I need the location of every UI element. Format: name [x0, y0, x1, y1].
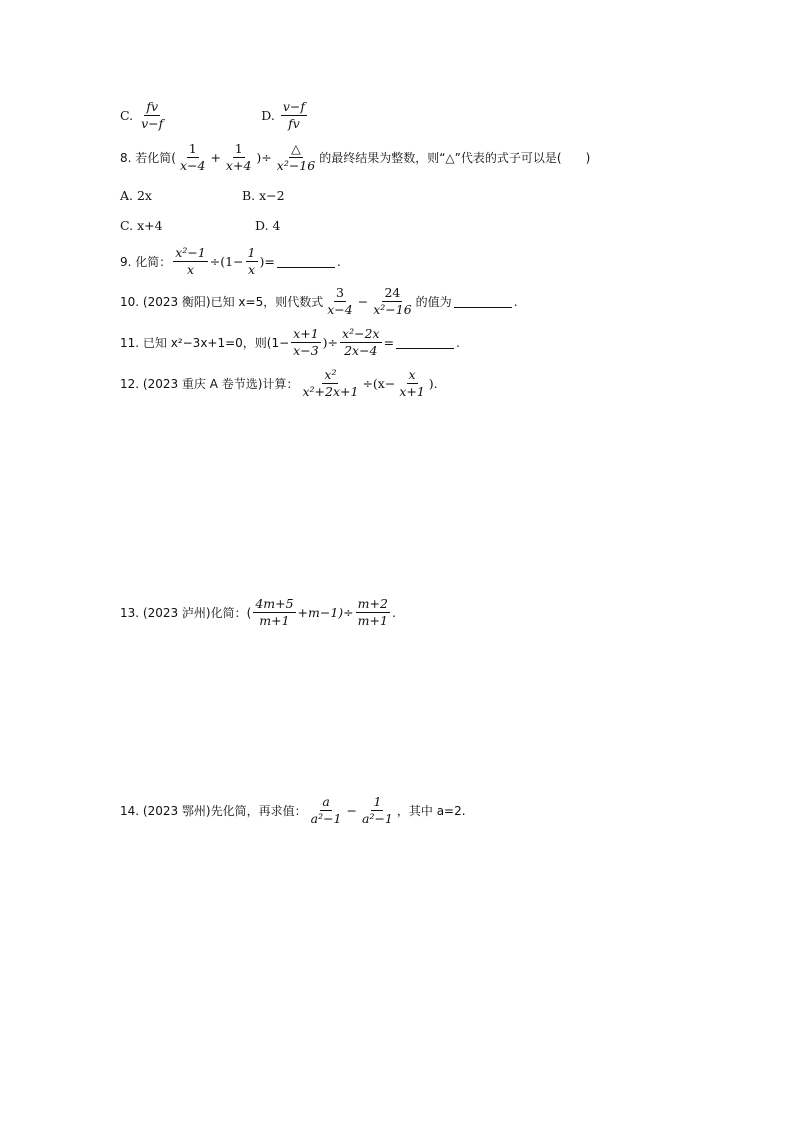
q9-fraction-1 [173, 246, 208, 278]
fraction-denominator: a²−1 [310, 811, 342, 827]
q13-fraction-1 [253, 597, 295, 629]
question-11 [120, 327, 460, 359]
q7-options-row [120, 100, 309, 132]
answer-blank[interactable] [277, 255, 335, 268]
q8-fraction-3 [275, 142, 317, 174]
fraction-denominator: m+1 [259, 613, 290, 629]
q8-fraction-1 [178, 142, 207, 174]
fraction-denominator: x−4 [327, 302, 353, 318]
fraction-denominator: x−3 [293, 343, 319, 359]
fraction-numerator: x² [322, 368, 338, 384]
fraction-denominator: x+4 [225, 158, 252, 174]
q8-close-divide: )÷ [256, 150, 272, 166]
q11-prefix: 11. 已知 x²−3x+1=0，则(1− [120, 336, 290, 351]
q9-prefix: 9. 化简： [120, 255, 172, 270]
q12-fraction-2 [397, 368, 426, 400]
q12-middle: ÷(x− [362, 376, 396, 392]
q8-options-row-1 [120, 188, 285, 203]
fraction-numerator: 4m+5 [253, 597, 295, 613]
q10-fraction-2 [371, 286, 413, 318]
fraction-numerator: 24 [382, 286, 402, 302]
fraction-denominator: v−f [141, 116, 164, 132]
q8-option-a: A. 2x [120, 188, 152, 203]
question-12 [120, 368, 438, 400]
q12-prefix: 12. (2023 重庆 A 卷节选)计算： [120, 377, 299, 392]
q9-suffix: )= [259, 254, 275, 270]
q8-option-c: C. x+4 [120, 218, 163, 233]
q14-prefix: 14. (2023 鄂州)先化简，再求值： [120, 804, 307, 819]
q8-options-row-2 [120, 218, 280, 233]
q7-option-d-label: D. [261, 108, 275, 124]
q11-fraction-1 [291, 327, 320, 359]
q7-option-c-fraction [139, 100, 165, 132]
fraction-denominator: a²−1 [362, 811, 393, 827]
answer-blank[interactable] [454, 295, 512, 308]
q8-option-d: D. 4 [255, 218, 281, 233]
answer-blank[interactable] [396, 336, 454, 349]
q13-suffix: . [391, 605, 396, 621]
q11-end: . [456, 335, 461, 351]
q7-option-d-fraction [281, 100, 307, 132]
question-13 [120, 597, 396, 629]
q9-middle: ÷(1− [209, 254, 244, 270]
fraction-denominator: x [186, 262, 195, 278]
triangle-placeholder: △ [289, 142, 303, 158]
fraction-denominator: x²−16 [276, 158, 316, 174]
fraction-numerator: x²−1 [173, 246, 208, 262]
question-9 [120, 246, 341, 278]
q14-fraction-2 [360, 795, 395, 827]
fraction-denominator: x²+2x+1 [302, 384, 359, 400]
fraction-numerator: x+1 [291, 327, 320, 343]
fraction-numerator: fv [144, 100, 160, 116]
q13-fraction-2 [356, 597, 390, 629]
q13-middle: +m−1)÷ [297, 605, 354, 621]
q14-fraction-1 [309, 795, 344, 827]
question-8 [120, 142, 590, 174]
fraction-denominator: m+1 [357, 613, 388, 629]
q10-fraction-1 [325, 286, 354, 318]
fraction-numerator: 1 [246, 246, 258, 262]
fraction-numerator: 1 [187, 142, 199, 158]
q11-fraction-2 [340, 327, 382, 359]
q7-option-c-label: C. [120, 108, 134, 124]
fraction-numerator: m+2 [356, 597, 390, 613]
fraction-denominator: x+1 [399, 384, 425, 400]
q12-fraction-1 [300, 368, 360, 400]
fraction-numerator: x [407, 368, 418, 384]
q10-suffix: 的值为 [415, 295, 452, 310]
fraction-denominator: x−4 [179, 158, 206, 174]
q10-prefix: 10. (2023 衡阳)已知 x=5，则代数式 [120, 295, 324, 310]
q8-prefix: 8. 若化简( [120, 151, 176, 166]
fraction-numerator: 3 [334, 286, 346, 302]
q14-suffix: ，其中 a=2. [396, 804, 466, 819]
fraction-denominator: 2x−4 [344, 343, 378, 359]
fraction-numerator: 1 [233, 142, 245, 158]
q10-minus: − [357, 294, 369, 310]
fraction-numerator: v−f [281, 100, 307, 116]
q13-prefix: 13. (2023 泸州)化简：( [120, 606, 252, 621]
fraction-denominator: fv [288, 116, 300, 132]
q8-option-b: B. x−2 [242, 188, 285, 203]
q11-suffix: = [383, 335, 395, 351]
fraction-denominator: x²−16 [373, 302, 412, 318]
fraction-numerator: a [320, 795, 331, 811]
q9-end: . [336, 254, 341, 270]
q14-minus: − [346, 803, 357, 819]
question-14 [120, 795, 466, 827]
fraction-denominator: x [247, 262, 256, 278]
q11-middle: )÷ [322, 335, 339, 351]
fraction-numerator: x²−2x [340, 327, 382, 343]
q10-end: . [513, 294, 518, 310]
q8-suffix: 的最终结果为整数，则“△”代表的式子可以是( ) [319, 151, 591, 166]
q12-suffix: ). [428, 376, 438, 392]
q8-plus: + [210, 150, 221, 166]
fraction-numerator: 1 [371, 795, 383, 811]
q9-fraction-2 [246, 246, 258, 278]
question-10 [120, 286, 518, 318]
q8-fraction-2 [224, 142, 253, 174]
